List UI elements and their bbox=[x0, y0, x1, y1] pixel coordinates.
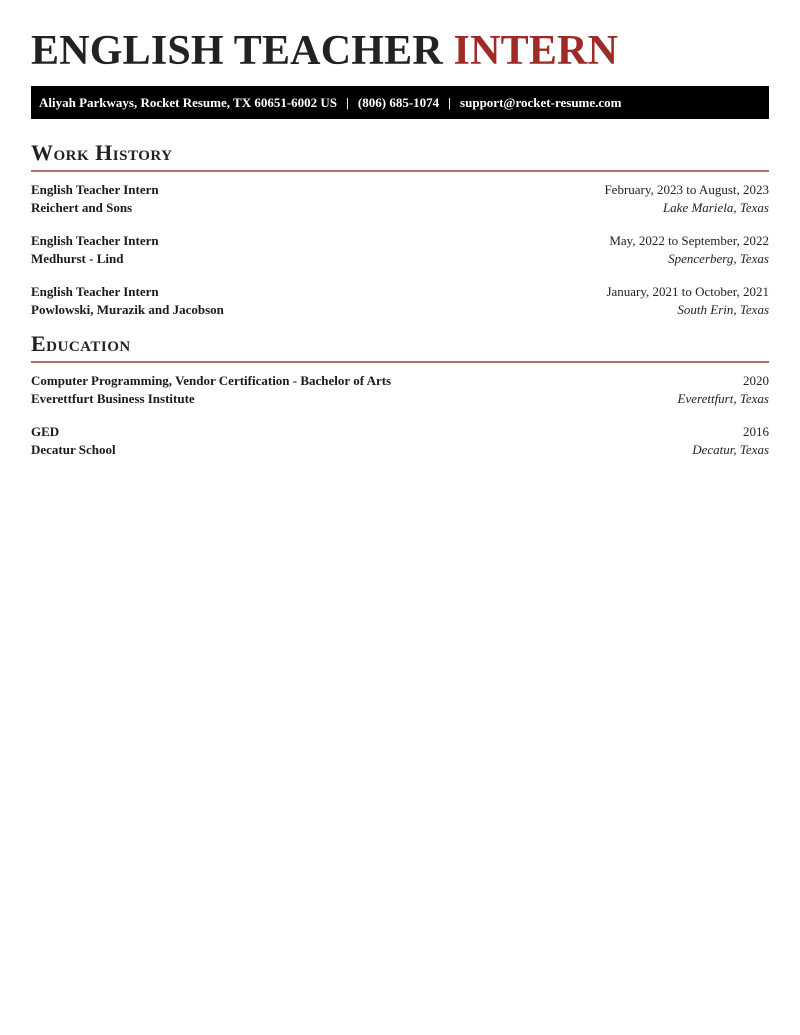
job-location: South Erin, Texas bbox=[677, 302, 769, 317]
job-location: Lake Mariela, Texas bbox=[662, 200, 769, 215]
work-entry bbox=[31, 232, 769, 268]
school-name: Decatur School bbox=[31, 442, 116, 457]
job-dates: February, 2023 to August, 2023 bbox=[604, 182, 769, 197]
job-title: English Teacher Intern bbox=[31, 233, 159, 248]
graduation-year: 2020 bbox=[743, 373, 769, 388]
contact-phone: (806) 685-1074 bbox=[357, 94, 440, 110]
degree: Computer Programming, Vendor Certification - Bachelor of Arts bbox=[31, 373, 392, 388]
work-history-heading: Work History bbox=[31, 141, 769, 172]
school-location: Everettfurt, Texas bbox=[677, 391, 769, 406]
job-title: English Teacher Intern bbox=[31, 284, 159, 299]
job-dates: January, 2021 to October, 2021 bbox=[606, 284, 769, 299]
school-location: Decatur, Texas bbox=[692, 442, 769, 457]
resume-title bbox=[31, 28, 618, 74]
contact-bar bbox=[31, 86, 769, 119]
degree: GED bbox=[31, 424, 60, 439]
job-dates: May, 2022 to September, 2022 bbox=[609, 233, 769, 248]
education-entry bbox=[31, 423, 769, 459]
work-entry bbox=[31, 181, 769, 217]
company-name: Reichert and Sons bbox=[31, 200, 133, 215]
job-title: English Teacher Intern bbox=[31, 182, 159, 197]
contact-address: Aliyah Parkways, Rocket Resume, TX 60651-6002 US bbox=[39, 94, 338, 110]
contact-separator: | bbox=[448, 94, 452, 110]
company-name: Medhurst - Lind bbox=[31, 251, 124, 266]
company-name: Powlowski, Murazik and Jacobson bbox=[31, 302, 224, 317]
work-entry bbox=[31, 283, 769, 319]
contact-separator: | bbox=[346, 94, 349, 110]
education-entry bbox=[31, 372, 769, 408]
school-name: Everettfurt Business Institute bbox=[31, 391, 195, 406]
graduation-year: 2016 bbox=[743, 424, 769, 439]
job-location: Spencerberg, Texas bbox=[668, 251, 769, 266]
education-heading: Education bbox=[31, 332, 769, 363]
title-main: ENGLISH TEACHER bbox=[31, 28, 443, 74]
contact-email[interactable]: support@rocket-resume.com bbox=[460, 94, 622, 110]
title-accent: INTERN bbox=[453, 28, 619, 74]
